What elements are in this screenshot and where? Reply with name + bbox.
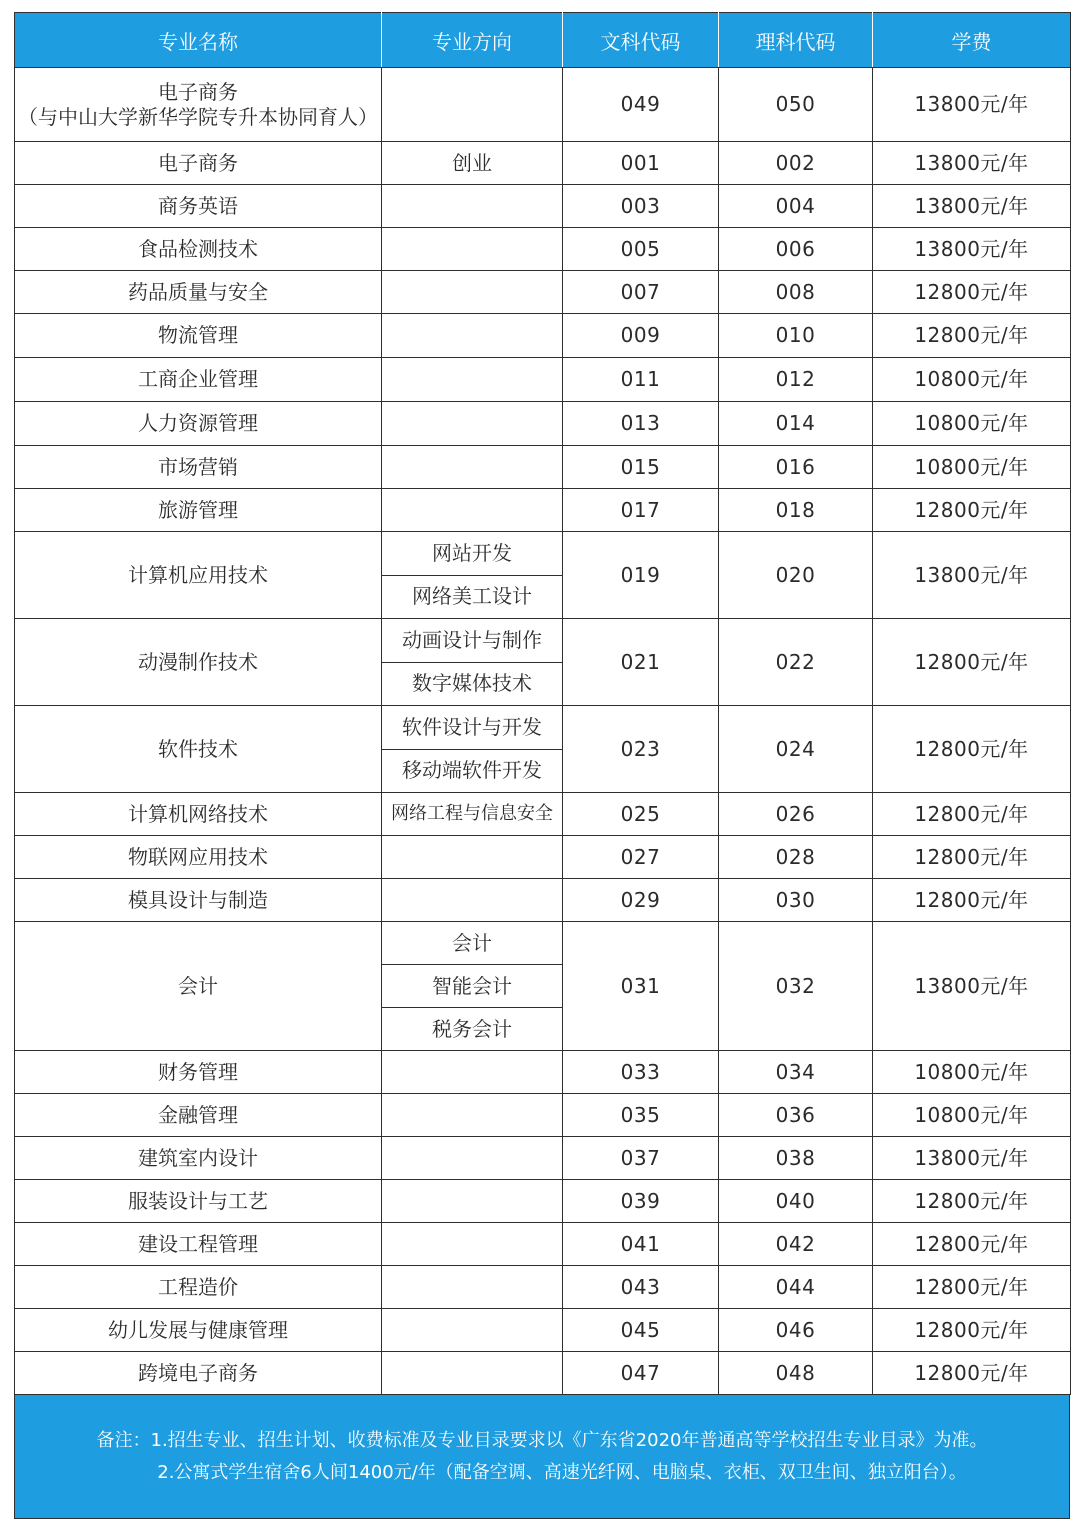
major-name-cell: 工商企业管理 [15, 358, 382, 402]
direction-cell [382, 1137, 563, 1180]
direction-cell: 创业 [382, 142, 563, 185]
science-code-cell: 006 [719, 228, 873, 271]
tuition-cell: 13800元/年 [873, 532, 1071, 619]
table-row [15, 1266, 1071, 1309]
arts-code-cell: 045 [563, 1309, 719, 1352]
arts-code-cell: 005 [563, 228, 719, 271]
direction-item: 网站开发 [432, 540, 512, 565]
tuition-cell: 13800元/年 [873, 142, 1071, 185]
science-code-cell: 002 [719, 142, 873, 185]
science-code-cell: 036 [719, 1094, 873, 1137]
direction-item: 动画设计与制作 [402, 627, 542, 652]
direction-cell [382, 271, 563, 314]
direction-cell [382, 228, 563, 271]
direction-cell [382, 879, 563, 922]
major-name-cell: 食品检测技术 [15, 228, 382, 271]
table-row [15, 185, 1071, 228]
major-name-cell: 人力资源管理 [15, 402, 382, 446]
arts-code-cell: 019 [563, 532, 719, 619]
major-name-cell: 金融管理 [15, 1094, 382, 1137]
direction-cell [382, 922, 563, 1051]
direction-cell: 网络工程与信息安全 [382, 793, 563, 836]
science-code-cell: 030 [719, 879, 873, 922]
table-row [15, 1137, 1071, 1180]
tuition-cell: 13800元/年 [873, 1137, 1071, 1180]
tuition-cell: 12800元/年 [873, 619, 1071, 706]
table-row [15, 68, 1071, 142]
header-major-name: 专业名称 [15, 13, 382, 68]
direction-cell [382, 532, 563, 619]
tuition-cell: 12800元/年 [873, 1352, 1071, 1395]
major-name-cell: 动漫制作技术 [15, 619, 382, 706]
science-code-cell: 016 [719, 446, 873, 489]
major-name-cell: 会计 [15, 922, 382, 1051]
tuition-cell: 12800元/年 [873, 1223, 1071, 1266]
science-code-cell: 032 [719, 922, 873, 1051]
tuition-cell: 10800元/年 [873, 1094, 1071, 1137]
arts-code-cell: 027 [563, 836, 719, 879]
direction-item: 数字媒体技术 [382, 662, 562, 706]
major-name-cell: 建设工程管理 [15, 1223, 382, 1266]
arts-code-cell: 021 [563, 619, 719, 706]
direction-item: 网络美工设计 [382, 575, 562, 619]
direction-stack [382, 922, 562, 1050]
arts-code-cell: 009 [563, 314, 719, 358]
arts-code-cell: 007 [563, 271, 719, 314]
major-name-cell: 服装设计与工艺 [15, 1180, 382, 1223]
tuition-cell: 12800元/年 [873, 879, 1071, 922]
science-code-cell: 008 [719, 271, 873, 314]
table-row [15, 532, 1071, 619]
science-code-cell: 022 [719, 619, 873, 706]
major-name-cell: 电子商务 [15, 142, 382, 185]
direction-cell [382, 706, 563, 793]
major-name-cell: 药品质量与安全 [15, 271, 382, 314]
table-row [15, 1094, 1071, 1137]
science-code-cell: 040 [719, 1180, 873, 1223]
tuition-cell: 13800元/年 [873, 68, 1071, 142]
table-row [15, 446, 1071, 489]
table-row [15, 271, 1071, 314]
header-science-code: 理科代码 [719, 13, 873, 68]
science-code-cell: 012 [719, 358, 873, 402]
tuition-cell: 10800元/年 [873, 358, 1071, 402]
science-code-cell: 004 [719, 185, 873, 228]
arts-code-cell: 001 [563, 142, 719, 185]
science-code-cell: 044 [719, 1266, 873, 1309]
tuition-cell: 13800元/年 [873, 922, 1071, 1051]
major-name-cell: 工程造价 [15, 1266, 382, 1309]
major-name-cell: 物联网应用技术 [15, 836, 382, 879]
table-row [15, 706, 1071, 793]
tuition-cell: 13800元/年 [873, 185, 1071, 228]
direction-cell [382, 1266, 563, 1309]
major-name-cell: 计算机网络技术 [15, 793, 382, 836]
major-name-cell: 电子商务 （与中山大学新华学院专升本协同育人） [15, 68, 382, 142]
direction-cell [382, 1352, 563, 1395]
science-code-cell: 046 [719, 1309, 873, 1352]
table-row [15, 142, 1071, 185]
science-code-cell: 024 [719, 706, 873, 793]
table-row [15, 1352, 1071, 1395]
major-name-cell: 旅游管理 [15, 489, 382, 532]
table-row [15, 1051, 1071, 1094]
arts-code-cell: 037 [563, 1137, 719, 1180]
arts-code-cell: 023 [563, 706, 719, 793]
direction-cell [382, 1309, 563, 1352]
arts-code-cell: 047 [563, 1352, 719, 1395]
majors-table [14, 12, 1071, 1395]
direction-cell [382, 489, 563, 532]
major-name-cell: 建筑室内设计 [15, 1137, 382, 1180]
majors-document [14, 12, 1070, 1519]
direction-item: 移动端软件开发 [382, 749, 562, 793]
tuition-cell: 12800元/年 [873, 1266, 1071, 1309]
arts-code-cell: 003 [563, 185, 719, 228]
science-code-cell: 048 [719, 1352, 873, 1395]
arts-code-cell: 043 [563, 1266, 719, 1309]
major-name-cell: 商务英语 [15, 185, 382, 228]
major-name-cell: 计算机应用技术 [15, 532, 382, 619]
arts-code-cell: 035 [563, 1094, 719, 1137]
remarks-box [14, 1395, 1070, 1519]
direction-cell [382, 836, 563, 879]
tuition-cell: 12800元/年 [873, 793, 1071, 836]
header-tuition: 学费 [873, 13, 1071, 68]
science-code-cell: 010 [719, 314, 873, 358]
arts-code-cell: 041 [563, 1223, 719, 1266]
table-row [15, 793, 1071, 836]
direction-cell [382, 68, 563, 142]
table-row [15, 1180, 1071, 1223]
tuition-cell: 10800元/年 [873, 402, 1071, 446]
arts-code-cell: 017 [563, 489, 719, 532]
science-code-cell: 034 [719, 1051, 873, 1094]
arts-code-cell: 029 [563, 879, 719, 922]
major-name-cell: 软件技术 [15, 706, 382, 793]
direction-cell [382, 314, 563, 358]
table-row [15, 228, 1071, 271]
science-code-cell: 042 [719, 1223, 873, 1266]
tuition-cell: 12800元/年 [873, 271, 1071, 314]
tuition-cell: 12800元/年 [873, 314, 1071, 358]
direction-stack [382, 532, 562, 618]
remark-line-2: 2.公寓式学生宿舍6人间1400元/年（配备空调、高速光纤网、电脑桌、衣柜、双卫生间、独立阳台）。 [157, 1461, 967, 1483]
direction-cell [382, 185, 563, 228]
tuition-cell: 12800元/年 [873, 1309, 1071, 1352]
direction-cell [382, 1180, 563, 1223]
tuition-cell: 12800元/年 [873, 1180, 1071, 1223]
direction-cell [382, 1094, 563, 1137]
arts-code-cell: 025 [563, 793, 719, 836]
tuition-cell: 10800元/年 [873, 446, 1071, 489]
table-body [15, 68, 1071, 1395]
header-arts-code: 文科代码 [563, 13, 719, 68]
tuition-cell: 12800元/年 [873, 489, 1071, 532]
science-code-cell: 020 [719, 532, 873, 619]
direction-cell [382, 619, 563, 706]
table-row [15, 922, 1071, 1051]
arts-code-cell: 015 [563, 446, 719, 489]
direction-item: 会计 [452, 930, 492, 955]
direction-cell [382, 1223, 563, 1266]
table-header-row [15, 13, 1071, 68]
tuition-cell: 12800元/年 [873, 836, 1071, 879]
table-row [15, 1309, 1071, 1352]
major-name-cell: 财务管理 [15, 1051, 382, 1094]
direction-stack [382, 706, 562, 792]
science-code-cell: 028 [719, 836, 873, 879]
tuition-cell: 13800元/年 [873, 228, 1071, 271]
major-name-cell: 模具设计与制造 [15, 879, 382, 922]
direction-item: 智能会计 [382, 964, 562, 1007]
table-row [15, 619, 1071, 706]
major-name-cell: 物流管理 [15, 314, 382, 358]
table-row [15, 358, 1071, 402]
tuition-cell: 10800元/年 [873, 1051, 1071, 1094]
table-row [15, 879, 1071, 922]
direction-item: 软件设计与开发 [402, 714, 542, 739]
science-code-cell: 014 [719, 402, 873, 446]
tuition-cell: 12800元/年 [873, 706, 1071, 793]
arts-code-cell: 039 [563, 1180, 719, 1223]
table-row [15, 402, 1071, 446]
arts-code-cell: 031 [563, 922, 719, 1051]
remark-line-1: 备注：1.招生专业、招生计划、收费标准及专业目录要求以《广东省2020年普通高等学校招生专业目录》为准。 [96, 1429, 988, 1451]
science-code-cell: 026 [719, 793, 873, 836]
direction-item: 税务会计 [382, 1007, 562, 1050]
major-name-cell: 市场营销 [15, 446, 382, 489]
arts-code-cell: 033 [563, 1051, 719, 1094]
science-code-cell: 050 [719, 68, 873, 142]
arts-code-cell: 011 [563, 358, 719, 402]
direction-cell [382, 1051, 563, 1094]
direction-cell [382, 358, 563, 402]
arts-code-cell: 049 [563, 68, 719, 142]
table-row [15, 836, 1071, 879]
science-code-cell: 038 [719, 1137, 873, 1180]
table-row [15, 489, 1071, 532]
direction-stack [382, 619, 562, 705]
arts-code-cell: 013 [563, 402, 719, 446]
direction-cell [382, 446, 563, 489]
major-name-cell: 幼儿发展与健康管理 [15, 1309, 382, 1352]
major-name-cell: 跨境电子商务 [15, 1352, 382, 1395]
table-row [15, 314, 1071, 358]
table-row [15, 1223, 1071, 1266]
header-direction: 专业方向 [382, 13, 563, 68]
direction-cell [382, 402, 563, 446]
science-code-cell: 018 [719, 489, 873, 532]
